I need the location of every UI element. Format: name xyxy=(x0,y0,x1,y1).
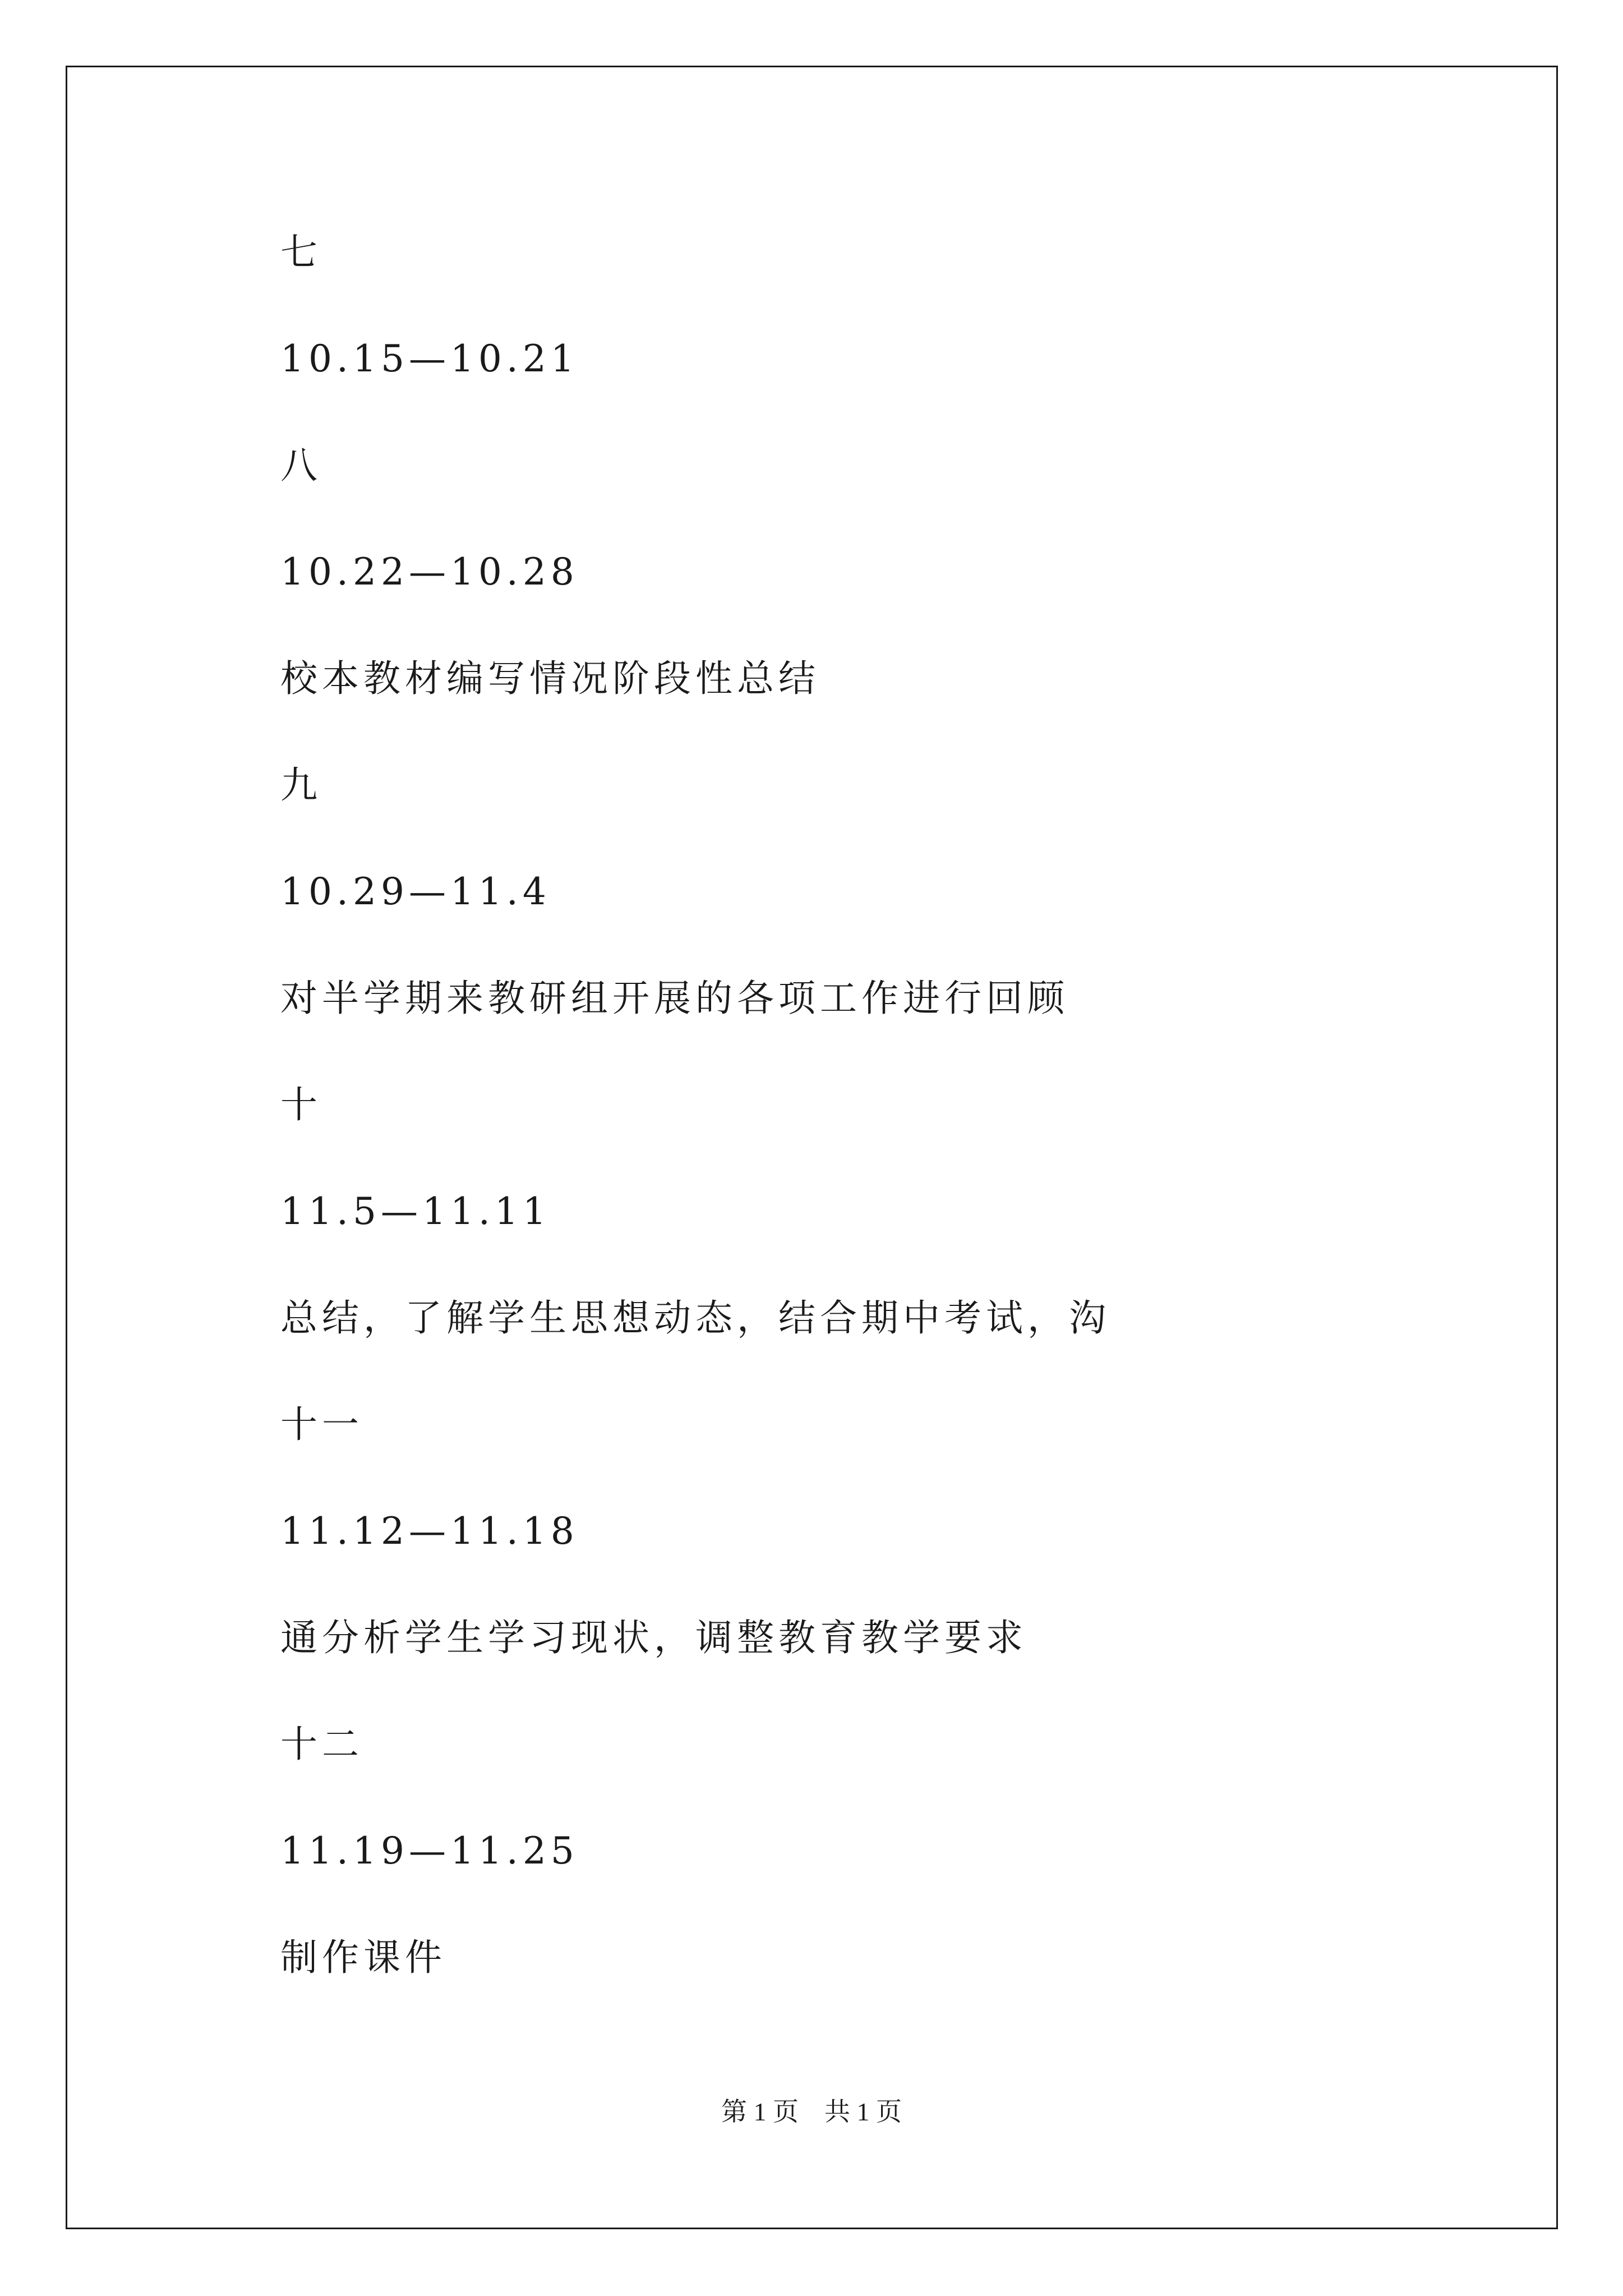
page-border xyxy=(66,66,1558,2229)
date-range-week-8: 10.22—10.28 xyxy=(280,550,579,593)
date-range-week-11: 11.12—11.18 xyxy=(280,1510,579,1553)
week-number-9: 九 xyxy=(280,763,322,807)
date-range-week-12: 11.19—11.25 xyxy=(280,1829,579,1872)
activity-week-8: 校本教材编写情况阶段性总结 xyxy=(280,657,820,700)
week-number-8: 八 xyxy=(280,444,322,487)
activity-week-11: 通分析学生学习现状，调整教育教学要求 xyxy=(280,1616,1027,1659)
activity-week-10: 总结，了解学生思想动态，结合期中考试，沟 xyxy=(280,1296,1110,1340)
date-range-week-10: 11.5—11.11 xyxy=(280,1190,551,1233)
date-range-week-9: 10.29—11.4 xyxy=(280,870,551,913)
week-number-12: 十二 xyxy=(280,1723,363,1766)
activity-week-9: 对半学期来教研组开展的各项工作进行回顾 xyxy=(280,977,1069,1020)
page-footer: 第 1 页 共 1 页 xyxy=(721,2097,902,2126)
week-number-11: 十一 xyxy=(280,1403,363,1446)
week-number-7: 七 xyxy=(280,231,322,274)
week-number-10: 十 xyxy=(280,1083,322,1126)
activity-week-12: 制作课件 xyxy=(280,1936,446,1979)
date-range-week-7: 10.15—10.21 xyxy=(280,337,579,380)
